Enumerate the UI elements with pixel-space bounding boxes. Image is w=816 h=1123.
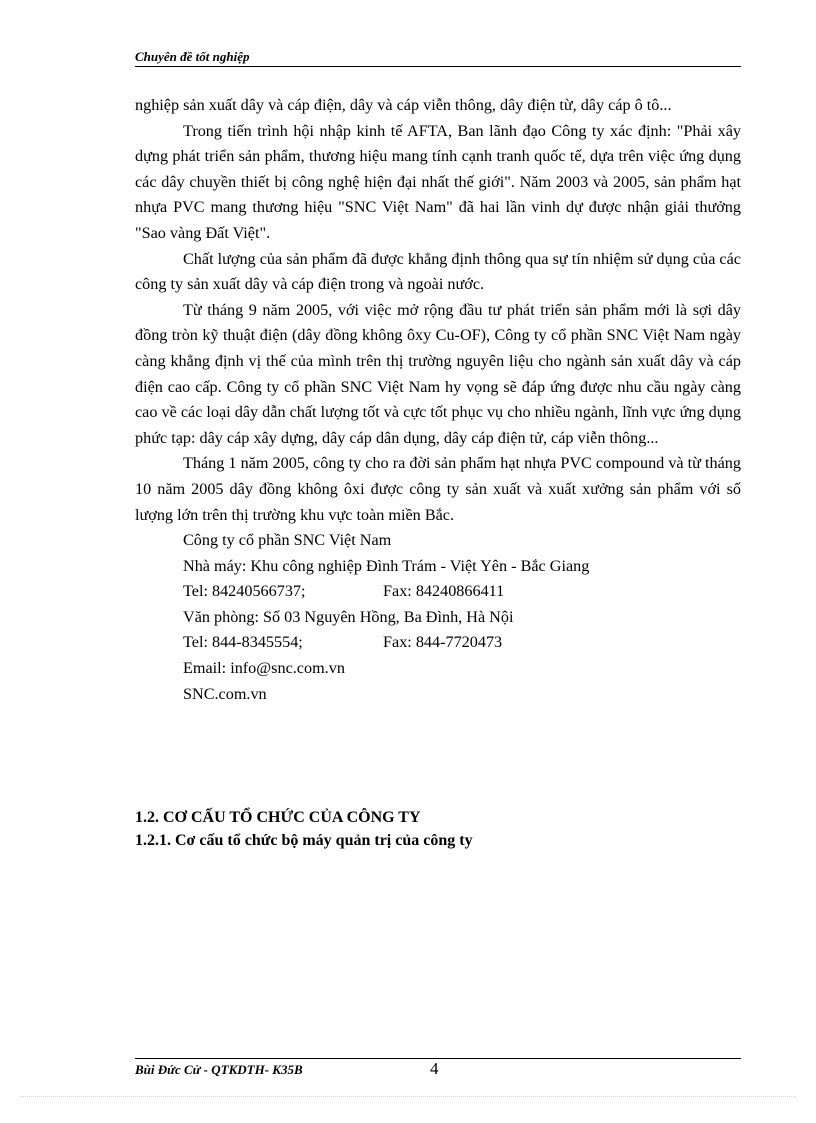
contact-email: Email: info@snc.com.vn bbox=[183, 659, 345, 678]
page-bottom-border bbox=[20, 1096, 796, 1097]
paragraph-copper-wire: Từ tháng 9 năm 2005, với việc mở rộng đầu tư phát triển sản phẩm mới là sợi dây đồng tròn kỹ thuật điện (dây đồng không ôxy Cu-OF), Công ty cổ phần SNC Việt Nam ngày càng khẳng định vị thế của mình trên thị trường nguyên liệu cho ngành sản xuất dây và cáp điện cao cấp. Công ty cổ phần SNC Việt Nam hy vọng sẽ đáp ứng được nhu cầu ngày càng cao về các loại dây dẫn chất lượng tốt và cực tốt phục vụ cho nhiều ngành, lĩnh vực ứng dụng phức tạp: dây cáp xây dựng, dây cáp dân dụng, dây cáp điện tử, cáp viễn thông... bbox=[135, 300, 741, 447]
paragraph-continuation: nghiệp sản xuất dây và cáp điện, dây và cáp viễn thông, dây điện từ, dây cáp ô tô... bbox=[135, 96, 672, 114]
page-header bbox=[135, 50, 741, 67]
section-heading: 1.2. CƠ CẤU TỔ CHỨC CỦA CÔNG TY bbox=[135, 809, 421, 826]
contact-office: Văn phòng: Số 03 Nguyên Hồng, Ba Đình, Hà Nội bbox=[183, 607, 514, 626]
contact-website: SNC.com.vn bbox=[183, 684, 267, 703]
page-number: 4 bbox=[430, 1059, 439, 1078]
header-title: Chuyên đề tốt nghiệp bbox=[135, 49, 250, 64]
body-text bbox=[135, 93, 741, 707]
contact-factory-fax: Fax: 84240866411 bbox=[383, 582, 505, 601]
paragraph-afta: Trong tiến trình hội nhập kinh tế AFTA, Ban lãnh đạo Công ty xác định: "Phải xây dựng phát triển sản phẩm, thương hiệu mang tính cạnh tranh quốc tế, dựa trên việc ứng dụng các dây chuyền thiết bị công nghệ hiện đại nhất thế giới". Năm 2003 và 2005, sản phẩm hạt nhựa PVC mang thương hiệu "SNC Việt Nam" đã hai lần vinh dự được nhận giải thưởng "Sao vàng Đất Việt". bbox=[135, 121, 741, 242]
subsection-heading: 1.2.1. Cơ cấu tổ chức bộ máy quản trị của công ty bbox=[135, 832, 473, 849]
footer-author: Bùi Đức Cử - QTKDTH- K35B bbox=[135, 1062, 303, 1077]
paragraph-quality: Chất lượng của sản phẩm đã được khẳng định thông qua sự tín nhiệm sử dụng của các công ty sản xuất dây và cáp điện trong và ngoài nước. bbox=[135, 249, 741, 294]
contact-factory-phone-row bbox=[135, 579, 741, 605]
contact-block bbox=[135, 528, 741, 707]
contact-company: Công ty cổ phần SNC Việt Nam bbox=[183, 531, 392, 550]
contact-office-phone-row bbox=[135, 630, 741, 656]
contact-office-tel: Tel: 844-8345554; bbox=[183, 633, 303, 652]
contact-factory: Nhà máy: Khu công nghiệp Đình Trám - Việt Yên - Bắc Giang bbox=[183, 556, 590, 575]
paragraph-pvc-compound: Tháng 1 năm 2005, công ty cho ra đời sản phẩm hạt nhựa PVC compound và từ tháng 10 năm 2005 dây đồng không ôxi được công ty sản xuất và xuất xưởng sản phẩm với số lượng lớn trên thị trường khu vực toàn miền Bắc. bbox=[135, 454, 741, 524]
contact-office-fax: Fax: 844-7720473 bbox=[383, 633, 503, 652]
contact-factory-tel: Tel: 84240566737; bbox=[183, 582, 306, 601]
